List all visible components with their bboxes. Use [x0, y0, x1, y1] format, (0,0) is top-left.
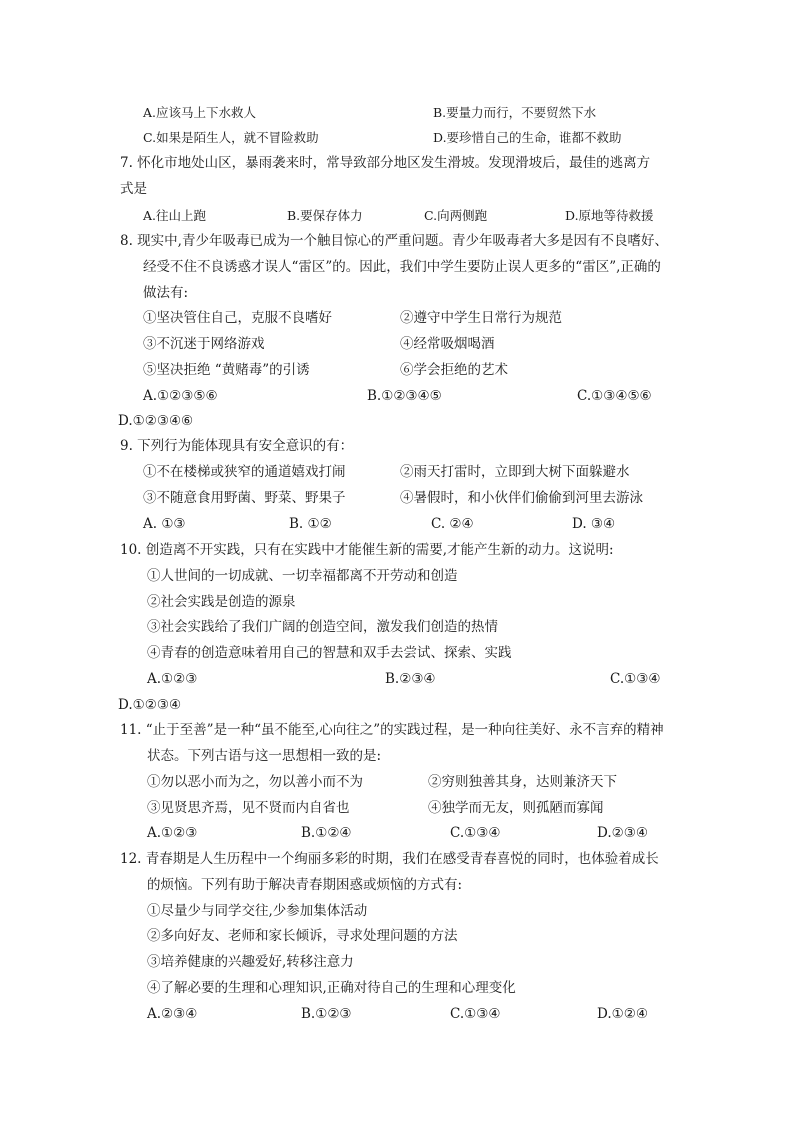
- q6-option-b: B.要量力而行，不要贸然下水: [433, 105, 597, 120]
- q11-statement-1: ①勿以恶小而为之，勿以善小而不为: [147, 774, 363, 790]
- q8-option-b: B.①②③④⑤: [367, 388, 442, 404]
- q8-statement-2: ②遵守中学生日常行为规范: [400, 310, 562, 326]
- q12-stem-line-1: 12. 青春期是人生历程中一个绚丽多彩的时期，我们在感受青春喜悦的同时，也体验着成长: [120, 851, 659, 867]
- q12-statement-2: ②多向好友、老师和家长倾诉，寻求处理问题的方法: [147, 928, 458, 944]
- q9-option-c: C. ②④: [431, 516, 474, 532]
- q11-stem-line-2: 状态。下列古语与这一思想相一致的是:: [147, 748, 382, 764]
- q7-stem-line-1: 7. 怀化市地处山区，暴雨袭来时，常导致部分地区发生滑坡。发现滑坡后，最佳的逃离方: [120, 155, 651, 171]
- q12-option-c: C.①③④: [450, 1006, 501, 1022]
- q7-option-d: D.原地等待救援: [565, 208, 654, 223]
- q8-stem-line-3: 做法有:: [143, 285, 189, 301]
- q6-option-d: D.要珍惜自己的生命，谁都不救助: [433, 130, 622, 145]
- q11-option-a: A.①②③: [147, 825, 198, 841]
- q9-statement-4: ④暑假时，和小伙伴们偷偷到河里去游泳: [400, 490, 643, 506]
- q12-option-b: B.①②③: [301, 1006, 352, 1022]
- q10-statement-1: ①人世间的一切成就、一切幸福都离不开劳动和创造: [147, 568, 458, 584]
- q8-statement-1: ①坚决管住自己，克服不良嗜好: [143, 310, 332, 326]
- q8-option-c: C.①③④⑤⑥: [577, 388, 652, 404]
- q12-statement-1: ①尽量少与同学交往,少参加集体活动: [147, 903, 368, 919]
- q7-stem-line-2: 式是: [120, 181, 147, 197]
- q12-statement-3: ③培养健康的兴趣爱好,转移注意力: [147, 954, 354, 970]
- q11-statement-2: ②穷则独善其身，达则兼济天下: [428, 774, 617, 790]
- q9-option-b: B. ①②: [289, 516, 332, 532]
- q8-stem-line-2: 经受不住不良诱惑才误人“雷区”的。因此，我们中学生要防止误人更多的“雷区”,正确的: [143, 259, 661, 275]
- q8-statement-3: ③不沉迷于网络游戏: [143, 336, 265, 352]
- q11-option-d: D.②③④: [597, 825, 648, 841]
- q12-option-d: D.①②④: [597, 1006, 648, 1022]
- q10-statement-4: ④青春的创造意味着用自己的智慧和双手去尝试、探索、实践: [147, 645, 512, 661]
- q8-statement-6: ⑥学会拒绝的艺术: [400, 362, 508, 378]
- q6-option-c: C.如果是陌生人，就不冒险救助: [143, 130, 319, 145]
- q11-stem-line-1: 11. “止于至善”是一种“虽不能至,心向往之”的实践过程，是一种向往美好、永不言弃的精神: [120, 722, 664, 738]
- q9-option-d: D. ③④: [572, 516, 616, 532]
- q11-option-c: C.①③④: [450, 825, 501, 841]
- q8-statement-5: ⑤坚决拒绝 “黄赌毒”的引诱: [143, 362, 310, 378]
- q9-stem: 9. 下列行为能体现具有安全意识的有：: [120, 438, 354, 454]
- q6-option-a: A.应该马上下水救人: [143, 105, 257, 120]
- q10-option-b: B.②③④: [385, 671, 436, 687]
- q7-option-b: B.要保存体力: [287, 208, 363, 223]
- q7-option-c: C.向两侧跑: [424, 208, 488, 223]
- q12-statement-4: ④了解必要的生理和心理知识,正确对待自己的生理和心理变化: [147, 980, 516, 996]
- q12-option-a: A.②③④: [147, 1006, 198, 1022]
- q8-stem-line-1: 8. 现实中,青少年吸毒已成为一个触目惊心的严重问题。青少年吸毒者大多是因有不良嗜好、: [120, 233, 668, 249]
- q11-statement-3: ③见贤思齐焉，见不贤而内自省也: [147, 800, 350, 816]
- q9-statement-1: ①不在楼梯或狭窄的通道嬉戏打闹: [143, 464, 346, 480]
- q10-statement-2: ②社会实践是创造的源泉: [147, 594, 296, 610]
- q12-stem-line-2: 的烦恼。下列有助于解决青春期困惑或烦恼的方式有:: [147, 877, 463, 893]
- q10-option-a: A.①②③: [147, 671, 198, 687]
- q11-option-b: B.①②④: [301, 825, 352, 841]
- q10-option-d: D.①②③④: [118, 697, 182, 713]
- q9-statement-2: ②雨天打雷时，立即到大树下面躲避水: [400, 464, 630, 480]
- q8-statement-4: ④经常吸烟喝酒: [400, 336, 495, 352]
- q10-option-c: C.①③④: [610, 671, 661, 687]
- q10-stem: 10. 创造离不开实践，只有在实践中才能催生新的需要,才能产生新的动力。这说明:: [120, 542, 614, 558]
- q9-option-a: A. ①③: [143, 516, 186, 532]
- q8-option-d: D.①②③④⑥: [118, 413, 194, 429]
- q9-statement-3: ③不随意食用野菌、野菜、野果子: [143, 490, 346, 506]
- q8-option-a: A.①②③⑤⑥: [143, 388, 218, 404]
- q11-statement-4: ④独学而无友，则孤陋而寡闻: [428, 800, 604, 816]
- q7-option-a: A.往山上跑: [143, 208, 207, 223]
- q10-statement-3: ③社会实践给了我们广阔的创造空间，激发我们创造的热情: [147, 619, 498, 635]
